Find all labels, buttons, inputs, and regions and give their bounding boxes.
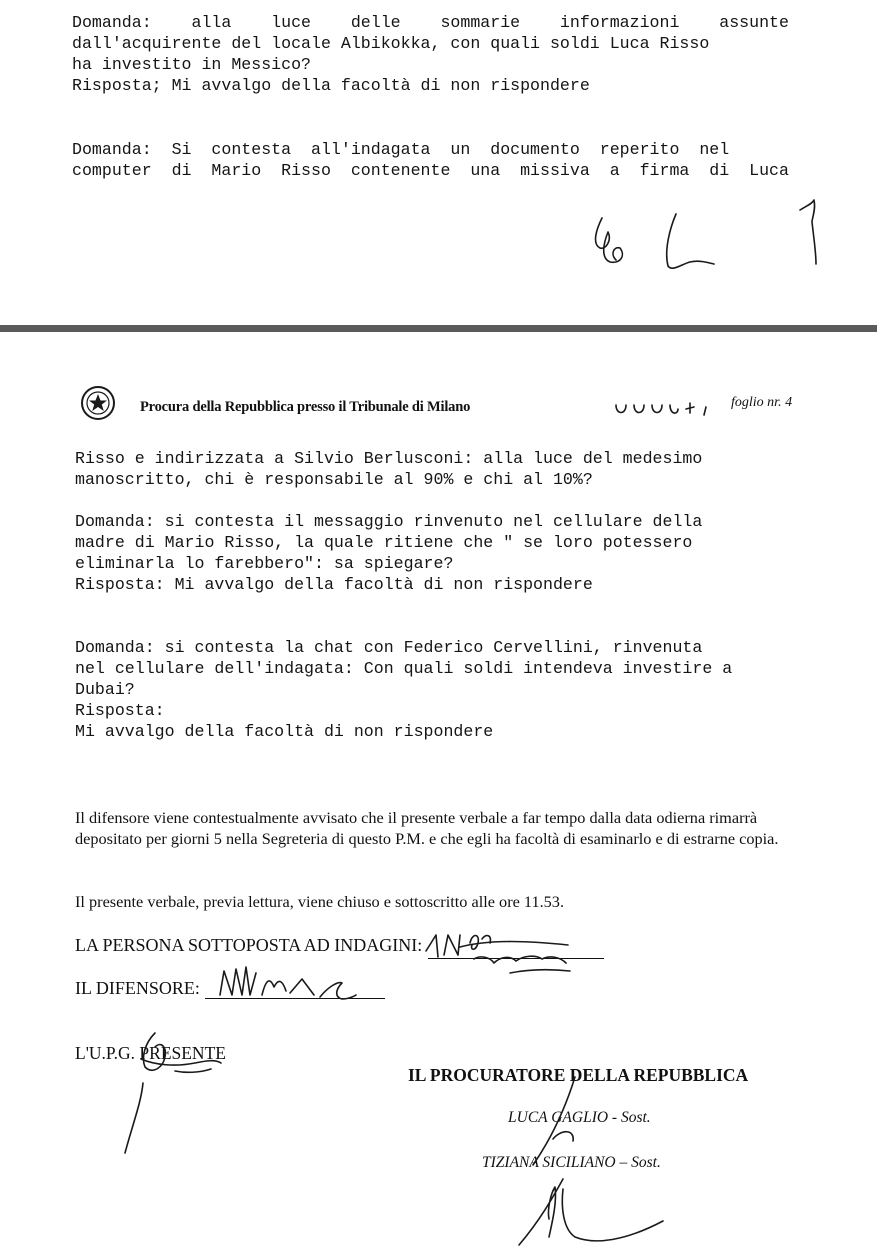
page-top-fragment — [0, 0, 877, 324]
sostituto-gaglio: LUCA GAGLIO - Sost. — [508, 1109, 651, 1126]
question-block-90-10: Risso e indirizzata a Silvio Berlusconi: alla luce del medesimo manoscritto, chi è responsabile al 90% e chi al 10%? — [75, 449, 703, 489]
upg-signature-icon — [115, 1023, 235, 1163]
sheet-number: foglio nr. 4 — [731, 395, 793, 410]
persona-indagata-label: LA PERSONA SOTTOPOSTA AD INDAGINI: — [75, 935, 423, 955]
stamp-number-icon — [614, 401, 714, 421]
sostituto-siciliano: TIZIANA SICILIANO – Sost. — [482, 1154, 661, 1171]
closing-paragraph: Il presente verbale, previa lettura, viene chiuso e sottoscritto alle ore 11.53. — [75, 892, 565, 911]
procuratore-title: IL PROCURATORE DELLA REPUBBLICA — [408, 1065, 749, 1085]
page-divider — [0, 324, 877, 333]
italian-republic-emblem-icon — [80, 385, 116, 421]
question-block-missiva: Domanda: Si contesta all'indagata un documento reperito nel computer di Mario Risso contenente una missiva a firma di Luca — [72, 140, 789, 180]
question-block-albikokka: Domanda: alla luce delle sommarie informazioni assunte dall'acquirente del locale Albikokka, con quali soldi Luca Risso ha investito in Messico? Risposta; Mi avvalgo della facoltà di non rispondere — [72, 13, 789, 95]
persona-signature-icon — [420, 929, 590, 989]
question-block-messaggio: Domanda: si contesta il messaggio rinvenuto nel cellulare della madre di Mario Risso, la quale ritiene che " se loro potessero eliminarla lo farebbero": sa spiegare? Risposta: Mi avvalgo della facoltà di non rispondere — [75, 512, 703, 594]
difensore-label: IL DIFENSORE: — [75, 978, 200, 998]
upg-label: L'U.P.G. PRESENTE — [75, 1043, 226, 1063]
notice-paragraph: Il difensore viene contestualmente avvisato che il presente verbale a far tempo dalla data odierna rimarrà depositato per giorni 5 nella Segreteria di questo P.M. e che egli ha facoltà di esaminarlo e di estrarne copia. — [75, 808, 779, 848]
initials-signature-icon — [590, 200, 830, 280]
office-header: Procura della Repubblica presso il Tribunale di Milano — [140, 399, 471, 415]
procuratore-signature-icon — [505, 1069, 675, 1249]
page-bottom — [0, 333, 877, 1260]
difensore-signature-icon — [210, 951, 370, 1011]
question-block-chat: Domanda: si contesta la chat con Federico Cervellini, rinvenuta nel cellulare dell'indagata: Con quali soldi intendeva investire a Dubai? Risposta: Mi avvalgo della facoltà di non rispondere — [75, 638, 733, 741]
